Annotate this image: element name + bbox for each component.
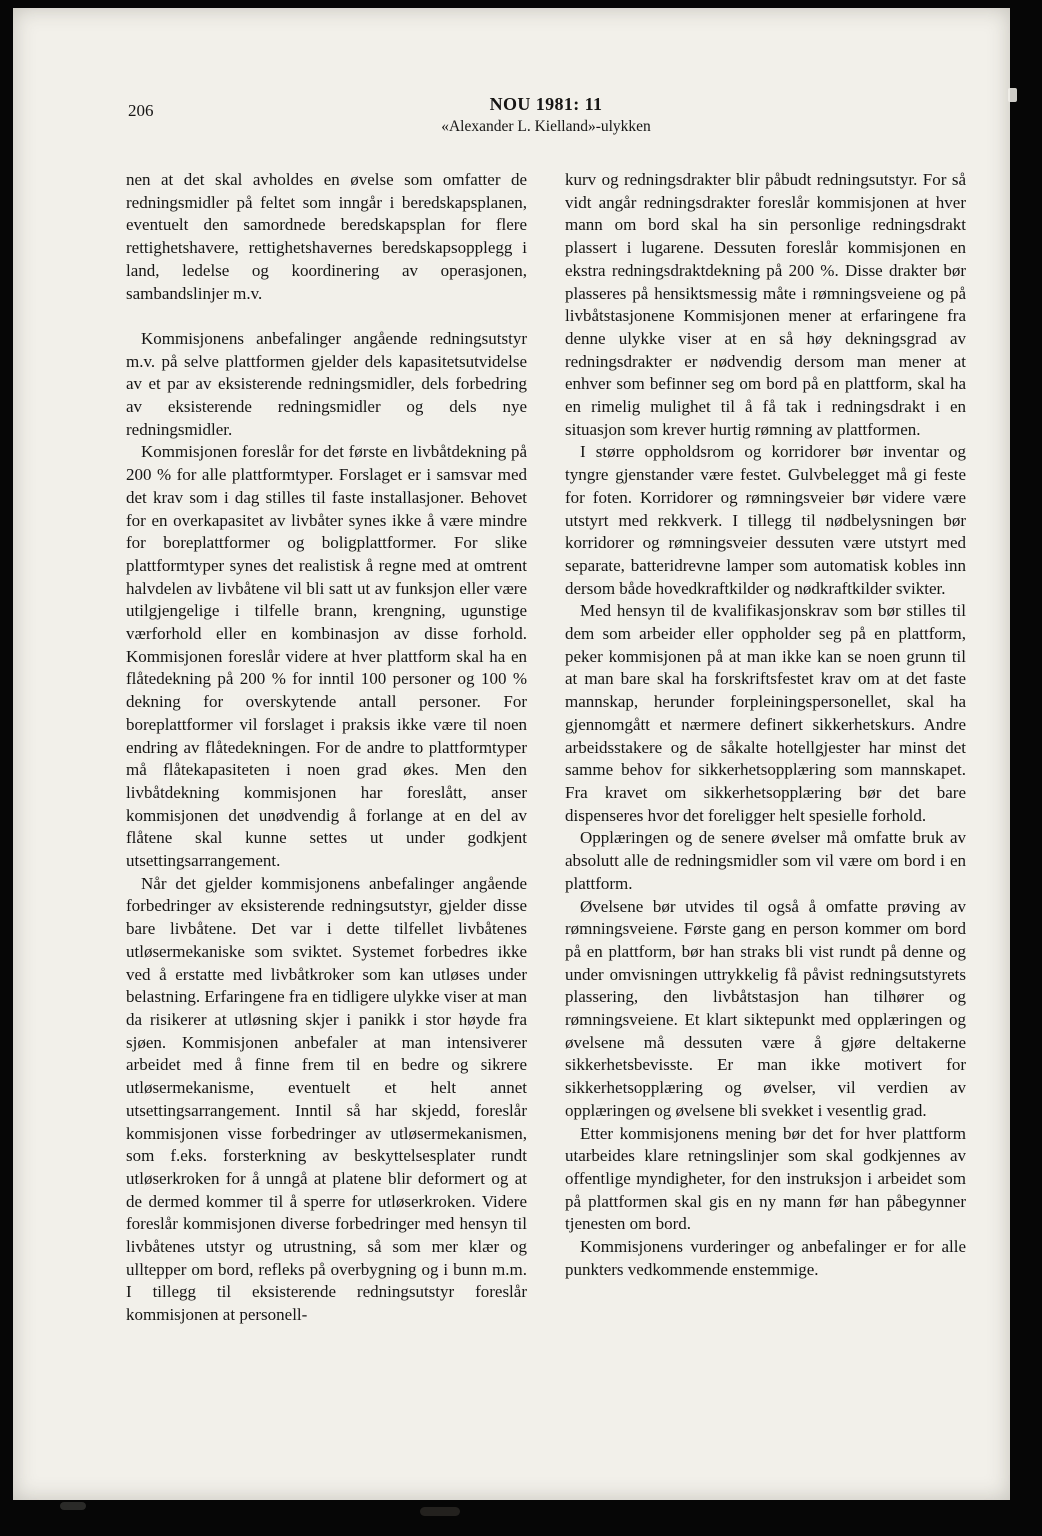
doc-title: NOU 1981: 11 [489,94,603,114]
left-column [126,169,527,1479]
page-header [126,94,966,136]
text-columns [126,169,966,1479]
scan-artifact [1008,88,1017,102]
page-content [126,94,966,1479]
paragraph: Når det gjelder kommisjonens anbefalinger angående forbedringer av eksisterende redningsutstyr, gjelder disse bare livbåtene. Det var i dette tilfellet livbåtenes utløsermekaniske som sviktet. Systemet forbedres ikke ved å erstatte med livbåtkroker som kan utløses under belastning. Erfaringene fra en tidligere ulykke viser at man da risikerer at utløsning skjer i panikk i stor høyde fra sjøen. Kommisjonen anbefaler at man intensiverer arbeidet med å finne frem til en bedre og sikrere utløsermekanisme, eventuelt et helt annet utsettingsarrangement. Inntil så har skjedd, foreslår kommisjonen visse forbedringer av utløsermekanismen, som f.eks. forsterkning av beskyttelsesplater rundt utløserkroken for å unngå at platene blir deformert og at de dermed kommer til å sperre for utløserkroken. Videre foreslår kommisjonen diverse forbedringer med hensyn til livbåtenes utstyr og utrustning, så som mer klær og ulltepper om bord, refleks på overbygning og i bunn m.m. I tillegg til eksisterende redningsutstyr foreslår kommisjonen at personell- [126,873,527,1325]
scan-artifact [420,1507,460,1516]
paragraph: Kommisjonens anbefalinger angående redningsutstyr m.v. på selve plattformen gjelder dels kapasitetsutvidelse av et par av eksisterende redningsmidler, dels forbedring av eksisterende redningsmidler og dels nye redningsmidler. [126,328,527,439]
paragraph: Med hensyn til de kvalifikasjonskrav som bør stilles til dem som arbeider eller oppholder seg på en plattform, peker kommisjonen på at man ikke kan se noen grunn til at man bare skal ha forskriftsfestet krav om at det faste mannskap, herunder forpleiningspersonellet, skal ha gjennomgått et nærmere definert sikkerhetskurs. Andre arbeidsstakere og de såkalte hotellgjester har minst det samme behov for sikkerhetsopplæring som mannskapet. Fra kravet om sikkerhetsopplæring bør det bare dispenseres hvor det foreligger helt spesielle forhold. [565,601,966,825]
paragraph: Kommisjonens vurderinger og anbefalinger er for alle punkters vedkommende enstemmige. [565,1237,966,1279]
page-number: 206 [128,101,154,120]
paragraph: kurv og redningsdrakter blir påbudt redningsutstyr. For så vidt angår redningsdrakter foreslår kommisjonen at hver mann om bord skal ha sin personlige redningsdrakt plassert i lugarene. Dessuten foreslår kommisjonen en ekstra redningsdraktdekning på 200 %. Disse drakter bør plasseres på hensiktsmessig måte i rømningsveiene og på livbåtstasjonene Kommisjonen mener at erfaringene fra denne ulykke viser at en så høy dekningsgrad av redningsdrakter er nødvendig dersom man mener at enhver som befinner seg om bord på en plattform, skal ha en rimelig mulighet til å få tak i redningsdrakt i en situasjon som krever hurtig rømning av plattformen. [565,170,966,439]
paragraph: Øvelsene bør utvides til også å omfatte prøving av rømningsveiene. Første gang en person kommer om bord på en plattform, bør han straks bli vist rundt på denne og under omvisningen uttrykkelig få påvist redningsutstyrets plassering, den livbåtstasjon han tilhører og rømningsveiene. Et klart siktepunkt med opplæringen og øvelsene må dessuten være å gjøre deltakerne sikkerhetsbevisste. Er man ikke motivert for sikkerhetsopplæring og øvelser, vil verdien av opplæringen og øvelsene bli svekket i vesentlig grad. [565,896,966,1120]
scanned-page [13,8,1010,1500]
paragraph: Etter kommisjonens mening bør det for hver plattform utarbeides klare retningslinjer som skal godkjennes av offentlige myndigheter, for den instruksjon i arbeidet som på plattformen skal gis en ny mann før han påbegynner tjenesten om bord. [565,1123,966,1234]
scan-artifact [60,1502,86,1510]
doc-subtitle: «Alexander L. Kielland»-ulykken [441,118,651,135]
paragraph: Opplæringen og de senere øvelser må omfatte bruk av absolutt alle de redningsmidler som vil være om bord i en plattform. [565,828,966,893]
paragraph: I større oppholdsrom og korridorer bør inventar og tyngre gjenstander være festet. Gulvbelegget må gi feste for foten. Korridorer og rømningsveier bør videre være utstyrt med rekkverk. I tillegg til nødbelysningen bør korridorer og rømningsveier dessuten være utstyrt med separate, batteridrevne lamper som automatisk kobles inn dersom både hovedkraftkilder og nødkraftkilder svikter. [565,442,966,598]
paragraph: nen at det skal avholdes en øvelse som omfatter de redningsmidler på feltet som inngår i beredskapsplanen, eventuelt den samordnede beredskapsplan for flere rettighetshavere, rettighetshavernes beredskapsopplegg i land, ledelse og koordinering av operasjonen, sambandslinjer m.v. [126,170,527,303]
paragraph: Kommisjonen foreslår for det første en livbåtdekning på 200 % for alle plattformtyper. Forslaget er i samsvar med det krav som i dag stilles til faste installasjoner. Behovet for en overkapasitet av livbåter synes ikke å være mindre for boreplattformer og boligplattformer. For slike plattformtyper synes det realistisk å regne med at omtrent halvdelen av livbåtene vil bli satt ut av funksjon eller være utilgjengelige i tilfelle brann, krengning, ugunstige værforhold eller en kombinasjon av disse forhold. Kommisjonen foreslår videre at hver plattform skal ha en flåtedekning på 200 % for inntil 100 personer og 100 % dekning for overskytende antall personer. For boreplattformer vil forslaget i praksis ikke være til noen endring av flåtedekningen. For de andre to plattformtyper må flåtekapasiteten i noen grad økes. Men den livbåtdekning kommisjonen har foreslått, anser kommisjonen det unødvendig å forlange at en del av flåtene skal kunne settes ut under godkjent utsettingsarrangement. [126,442,527,871]
right-column [565,169,966,1479]
